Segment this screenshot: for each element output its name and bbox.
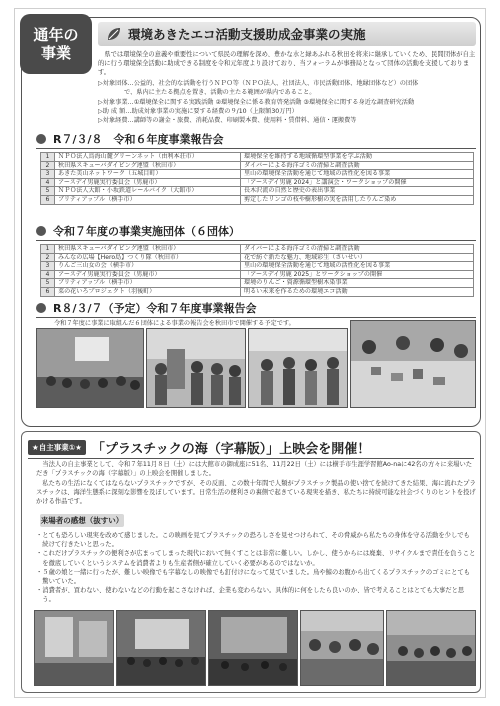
organization-cell: アースデイ男鹿実行委員会（男鹿市） (55, 178, 241, 187)
theater-photo (116, 610, 206, 686)
audience-photo (300, 610, 384, 686)
activity-cell: 「アースデイ男鹿 2024」と講演会・ワークショップの開催 (241, 178, 474, 187)
organization-cell: ＮＰＯ法人大館・小坂鉄道レールバイク（大館市） (55, 187, 241, 196)
plan-meeting-heading (36, 300, 257, 315)
voice-item: ・消費者が、買わない、使わないなどの行動を起こさなければ、企業も変わらない。具体的に何をしたら良いのか、皆で考えることはとても大事だと思う。 (36, 587, 465, 604)
intro-paragraph: 県では環境保全の意義や重要性について県民の理解を深め、豊かな水と緑あふれる秋田を将来に継承していくため、民間団体が自主的に行う環境保全活動に助成できる制度を令和元年度より設けており、当フォーラムが事務局となって団体の活動を支援しております。 (98, 51, 476, 77)
condition-target-activities: ▷対象事業…①環境保全に関する実践活動 ②環境保全に係る教育啓発活動 ③環境保全に関する身近な調査研究活動 (98, 98, 415, 106)
organization-cell: ブリティアップル（横手市） (55, 195, 241, 204)
plan-note: 令和７年度に事業に取組んだ６団体による事業の報告会を秋田市で開催する予定です。 (54, 320, 295, 327)
voice-item: ・とても恐ろしい現実を改めて感じました。この映画を見てプラスチックの恐ろしさを見せつけられて、その脅威から私たちの身体を守る活動を少しでも続けて行きたいと思った。 (36, 532, 470, 549)
table-row (41, 187, 474, 196)
activity-cell: ダイバーによる海洋ゴミの清掃と調査活動 (241, 161, 474, 170)
category-badge: 通年の 事業 (20, 14, 92, 74)
bullet-dot-icon (36, 134, 46, 144)
row-number: 1 (41, 245, 55, 254)
activity-cell: 長木沢流の自然と歴史の表出事業 (241, 187, 474, 196)
organization-cell: アースデイ男鹿実行委員会（男鹿市） (55, 270, 241, 279)
condition-eligible-costs: ▷対象経費…講師等の謝金・旅費、消耗品費、印刷製本費、使用料・賃借料、通信・運搬費等 (98, 117, 357, 125)
row-number: 6 (41, 287, 55, 296)
condition-grant-amount: ▷助 成 額…助成対象事業の実施に要する経費の９/10（上限額30万円） (98, 107, 298, 115)
organization-cell: 秋田県スキューバダイビング連盟（秋田市） (55, 161, 241, 170)
intro-text (98, 50, 476, 78)
screening-paragraph: 私たちの生活になくてはならないプラスチックですが、その反面、この数十年間で人類がプラスチック製品の使い捨てを続けてきた結果、海に流れたプラスチックは、海洋生態系に深刻な影響を及ぼしています。日常生活の便利さの裏側で起きている現実を描き、私たちに持続可能な社会づくりのヒントを投げかける作品です。 (36, 479, 476, 506)
activity-cell: 環境のりんご・資源循環型樹木染事業 (241, 279, 474, 288)
section-title-bar (98, 22, 476, 46)
heading-underline (36, 239, 476, 242)
row-number: 5 (41, 187, 55, 196)
table-row (41, 178, 474, 187)
screening-paragraph: 当法人の自主事業として、令和７年11月８日（土）には大館市の御成座に51名、11月22日（土）には横手市生涯学習館Ao-naに42名の方々に来場いただき「プラスチックの海（字幕版）」の上映会を開催しました。 (36, 461, 473, 478)
table-row (41, 287, 474, 296)
table-row (41, 270, 474, 279)
screening-report (36, 460, 476, 506)
screening-heading (28, 438, 370, 456)
hall-photo (386, 610, 476, 686)
activity-cell: 環境保全を維持する地域循環型事業を学ぶ活動 (241, 153, 474, 162)
bullet-dot-icon (36, 226, 46, 236)
newsletter-page (14, 8, 486, 698)
row-number: 5 (41, 279, 55, 288)
table-row (41, 262, 474, 271)
activity-cell: 里山の環境保全活動を通じて地域の活性化を図る事業 (241, 170, 474, 179)
activity-cell: 剪定したリンゴの枝や樹形樹の実を活用したりんご染め (241, 195, 474, 204)
visitor-voices (36, 531, 476, 605)
screen-photo (208, 610, 298, 686)
organization-cell: みんなの広場【Hero島】つくり隊（秋田市） (55, 253, 241, 262)
activity-cell: ダイバーによる海洋ゴミの清掃と調査活動 (241, 245, 474, 254)
bullet-dot-icon (36, 303, 46, 313)
event-photo (248, 328, 348, 408)
screening-section (21, 431, 481, 693)
heading-underline (36, 147, 476, 150)
organization-cell: ブリティアップル（横手市） (55, 279, 241, 288)
table-row (41, 279, 474, 288)
meeting-photo (36, 328, 144, 408)
table-row (41, 253, 474, 262)
workshop-photo (350, 320, 476, 408)
plan-meeting-title: R８/３/７（予定）令和７年度事業報告会 (53, 301, 257, 315)
condition-target-groups: ▷対象団体…公益的、社会的な活動を行うＮＰＯ等（ＮＰＯ法人、社団法人、市民活動団体、地縁団体など）の団体 (98, 80, 419, 87)
row-number: 3 (41, 262, 55, 271)
table-row (41, 170, 474, 179)
row-number: 6 (41, 195, 55, 204)
screening-title: 「プラスチックの海（字幕版）」上映会を開催！ (91, 441, 371, 457)
row-number: 4 (41, 178, 55, 187)
table-row (41, 161, 474, 170)
section-title: 環境あきたエコ活動支援助成金事業の実施 (128, 27, 366, 42)
grant-conditions (98, 79, 476, 125)
table-row (41, 195, 474, 204)
table-row (41, 153, 474, 162)
organization-cell: あきた美山ネットワーク（五城目町） (55, 170, 241, 179)
table-row (41, 245, 474, 254)
organization-cell: 菜の花いろプロジェクト（羽後町） (55, 287, 241, 296)
activity-cell: 花で紡ぐ新たな魅力、地域彩生（さいせい） (241, 253, 474, 262)
organization-cell: ＮＰＯ法人鳥海山麓グリーンネット（由利本荘市） (55, 153, 241, 162)
eco-grant-section (21, 17, 481, 427)
voices-label: 来場者の感想（抜すい） (40, 516, 124, 525)
activity-cell: 明るい未来を作るための環境エコ活動 (241, 287, 474, 296)
groups-heading (36, 223, 240, 238)
groups-title: 令和７年度の事業実施団体（６団体） (53, 224, 240, 238)
groups-table (40, 244, 474, 297)
row-number: 2 (41, 253, 55, 262)
voice-item: ・５歳の娘と一緒に行ったが、難しい映像でも字幕なしの映像でも釘付けになって見ていました。鳥や鯨のお腹から出てくるプラスチックのゴミにとても驚いていた。 (36, 568, 470, 586)
poster-photo (34, 610, 114, 686)
row-number: 3 (41, 170, 55, 179)
row-number: 4 (41, 270, 55, 279)
activity-cell: 里山の環境保全活動を通じて地域の活性化を図る事業 (241, 262, 474, 271)
report-table (40, 152, 474, 205)
group-photo (146, 328, 246, 408)
row-number: 2 (41, 161, 55, 170)
organization-cell: りんご三山女の会（横手市） (55, 262, 241, 271)
condition-target-groups-cont: で、県内に主たる拠点を置き、活動の主たる範囲が県内であること。 (124, 89, 316, 97)
organization-cell: 秋田県スキューバダイビング連盟（秋田市） (55, 245, 241, 254)
row-number: 1 (41, 153, 55, 162)
voice-item: ・これだけプラスチックの便利さが広まってしまった現代において無くすことは非常に難しい。しかし、使うからには廃棄、リサイクルまで責任を負うことを徹底していくというシステムを消費者よりも生産者側が確立していく必要があるのではないか。 (36, 550, 476, 567)
activity-cell: 「アースデイ男鹿 2025」とワークショップの開催 (241, 270, 474, 279)
report-meeting-heading (36, 131, 224, 146)
leaf-icon (106, 26, 122, 42)
report-meeting-title: R７/３/８ 令和６年度事業報告会 (53, 132, 224, 146)
own-project-badge: ★自主事業①★ (28, 440, 86, 455)
